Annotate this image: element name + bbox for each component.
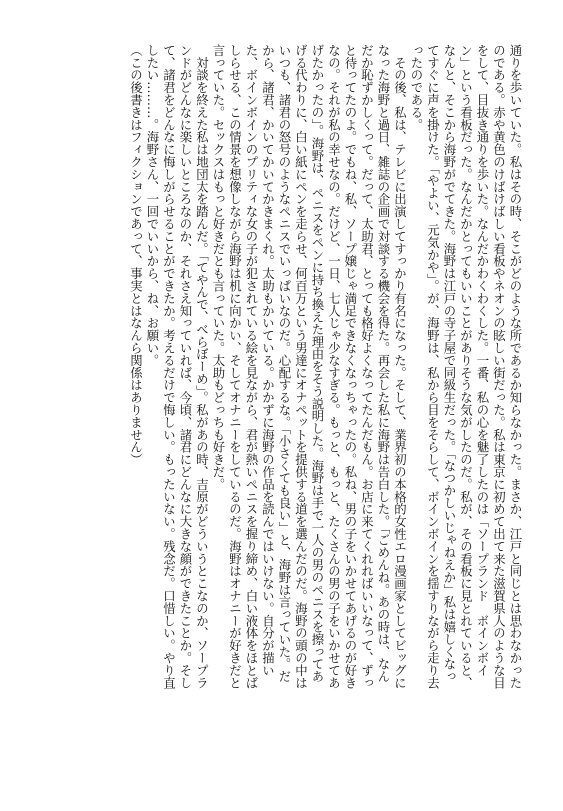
text-line: げたかったの」。海野は、ペニスをペンに持ち換えた理由をそう説明した。海野は手で一人の男のペニスを擦ってあ bbox=[310, 44, 325, 683]
text-line: いつも、諸君の怒号のようなペニスでいっぱいなのだ。心配するな。「小さくても良い」と、海野は言っていた。だ bbox=[277, 44, 292, 683]
text-line: なの。それが私の幸せなの。だけど、一日、七人じゃ少なすぎる。もっと、もっと、たくさんの男の子をいかせてあ bbox=[326, 44, 342, 689]
text-line: てすぐに声を掛けた。「やよい、元気かや」。が、海野は、私から目をそらして、ボインボインを揺すりながら走り去 bbox=[425, 44, 441, 689]
text-line: 対談を終えた私は地団太を踏んだ。「てやんで、べらぼーめ」。私があの時、吉原がどういうとこなのか、ソープラ bbox=[194, 44, 210, 689]
text-line: 言っていた。セックスはもっと好きだとも言っていた。太助もどっちも好きだ。 bbox=[211, 44, 226, 491]
text-line: だか恥ずかしくって。だって、太助君、とっても格好よくなってたんだもん。お店に来てくれればいいなって、ずっ bbox=[359, 44, 375, 689]
text-line: ったのである。 bbox=[409, 44, 424, 131]
text-line: なんと、そこから海野がでてきた。海野は江戸の寺子屋で同級生だった。「なつかしいじゃねえか」私は嬉しくなっ bbox=[442, 44, 457, 683]
text-line: しらせる、この情景を想像しながら海野は机に向かい、そしてオナニーをしているのだ。海野はオナニーが好きだと bbox=[227, 44, 243, 689]
text-line: て、諸君をどんなに悔しがらせることができたか。考えるだけで悔しい。もったいない。残念だ。口惜しい。やり直 bbox=[161, 44, 177, 689]
text-line: その後、私は、テレビに出演してすっかり有名になった。そして、業界初の本格的女性エロ漫画家としてビッグに bbox=[392, 44, 408, 689]
text-line: ンドがどんなに楽しいところなのか、それさえ知っていれば、今頃、諸君にどんなに大きな顔ができたことか。そし bbox=[178, 44, 193, 689]
text-line: と待ってたのよ。でもね、私、ソープ嬢じゃ満足できなくなっちゃったの。私ね、男の子をいかせてあげるのが好き bbox=[343, 44, 358, 689]
text-line: （この後書きはフィクションであって、事実とはなんら関係はありません） bbox=[128, 44, 144, 466]
text-line: げる代わりに、白い紙にペンを走らせ、何百万という男達にオナペットを提供する道を選んだのだ。海野の頭の中は bbox=[293, 44, 309, 689]
afterword-text bbox=[127, 44, 523, 769]
text-line: したい………。海野さん、一回でいいから、ね、お願い。 bbox=[145, 44, 160, 367]
text-line: から、諸君、かいてかいてかきまくれ。太助もかいている。かかずに海野の作品を読んではいけない。自分が描い bbox=[260, 44, 276, 677]
text-line: のである。赤や黄色のけばけばしい看板やネオンの眩しい街だった。私は東京に初めて出て来た滋賀県人のような目 bbox=[491, 44, 507, 689]
text-line: ン」という看板だった。なんだかとってもいいことがありそうな気がしたのだ。私が、その看板に見とれていると、 bbox=[458, 44, 474, 689]
text-line: をして、目抜き通りを歩いた。なんだかわくわくした。一番、私の心を魅了したのは「ソープランド ボインボイ bbox=[475, 44, 490, 677]
text-line: 通りを歩いていた。私はその時、そこがどのような所であるか知らなかった。まさか、江戸と同じとは思わなかった bbox=[508, 44, 523, 689]
text-line: なった海野と過日、雑誌の企画で対談する機会を得た。再会した私に海野は告白した。「ごめんね。あの時は、なん bbox=[376, 44, 391, 683]
text-line: た、ボインボインのプリティな女の子が犯されている絵を見ながら、君が熱いペニスを握り締め、白い液体をほとば bbox=[244, 44, 259, 689]
